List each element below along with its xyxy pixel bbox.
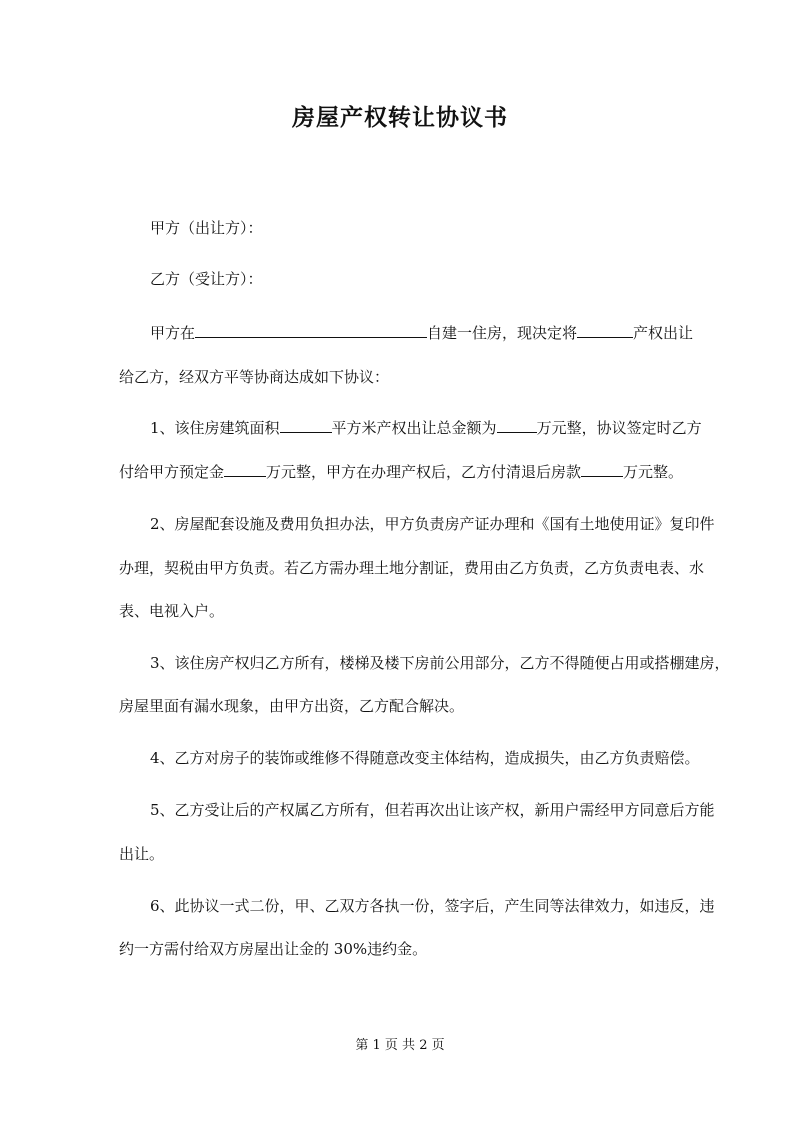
total-price-blank[interactable] [497, 417, 537, 433]
intro-line-1 [150, 322, 693, 344]
intro-text-3: 产权出让 [633, 324, 694, 342]
clause-1-text-4: 付给甲方预定金 [119, 463, 225, 481]
document-title: 房屋产权转让协议书 [292, 104, 508, 131]
clause-1-text-3: 万元整，协议签定时乙方 [536, 419, 702, 437]
property-blank[interactable] [577, 322, 633, 338]
area-blank[interactable] [280, 417, 332, 433]
balance-blank[interactable] [581, 461, 623, 477]
intro-text-2: 自建一住房，现决定将 [427, 324, 578, 342]
page-footer: 第 1 页 共 2 页 [355, 1038, 445, 1053]
party-a-line: 甲方（出让方）： [150, 219, 263, 237]
location-blank[interactable] [195, 322, 427, 338]
clause-6-line-1: 6、此协议一式二份，甲、乙双方各执一份，签字后，产生同等法律效力，如违反，违 [150, 897, 715, 915]
clause-1-text-1: 1、该住房建筑面积 [150, 419, 280, 437]
clause-6-line-2: 约一方需付给双方房屋出让金的 30%违约金。 [119, 940, 428, 958]
clause-2-line-3: 表、电视入户。 [119, 602, 225, 620]
clause-3-line-1: 3、该住房产权归乙方所有，楼梯及楼下房前公用部分，乙方不得随便占用或搭棚建房， [150, 654, 730, 672]
intro-line-2: 给乙方，经双方平等协商达成如下协议： [119, 368, 390, 386]
clause-1-text-2: 平方米产权出让总金额为 [331, 419, 497, 437]
clause-4-line-1: 4、乙方对房子的装饰或维修不得随意改变主体结构，造成损失，由乙方负责赔偿。 [150, 749, 700, 767]
clause-3-line-2: 房屋里面有漏水现象，由甲方出资，乙方配合解决。 [119, 697, 465, 715]
clause-1-text-5: 万元整，甲方在办理产权后，乙方付清退后房款 [266, 463, 582, 481]
clause-5-line-1: 5、乙方受让后的产权属乙方所有，但若再次出让该产权，新用户需经甲方同意后方能 [150, 801, 715, 819]
clause-2-line-1: 2、房屋配套设施及费用负担办法，甲方负责房产证办理和《国有土地使用证》复印件 [150, 515, 715, 533]
clause-1-text-6: 万元整。 [623, 463, 684, 481]
clause-2-line-2: 办理，契税由甲方负责。若乙方需办理土地分割证，费用由乙方负责，乙方负责电表、水 [119, 559, 705, 577]
party-b-line: 乙方（受让方）： [150, 270, 263, 288]
clause-1-line-1 [150, 417, 702, 439]
intro-text-1: 甲方在 [150, 324, 196, 342]
deposit-blank[interactable] [224, 461, 266, 477]
clause-5-line-2: 出让。 [119, 845, 165, 863]
clause-1-line-2 [119, 461, 683, 483]
